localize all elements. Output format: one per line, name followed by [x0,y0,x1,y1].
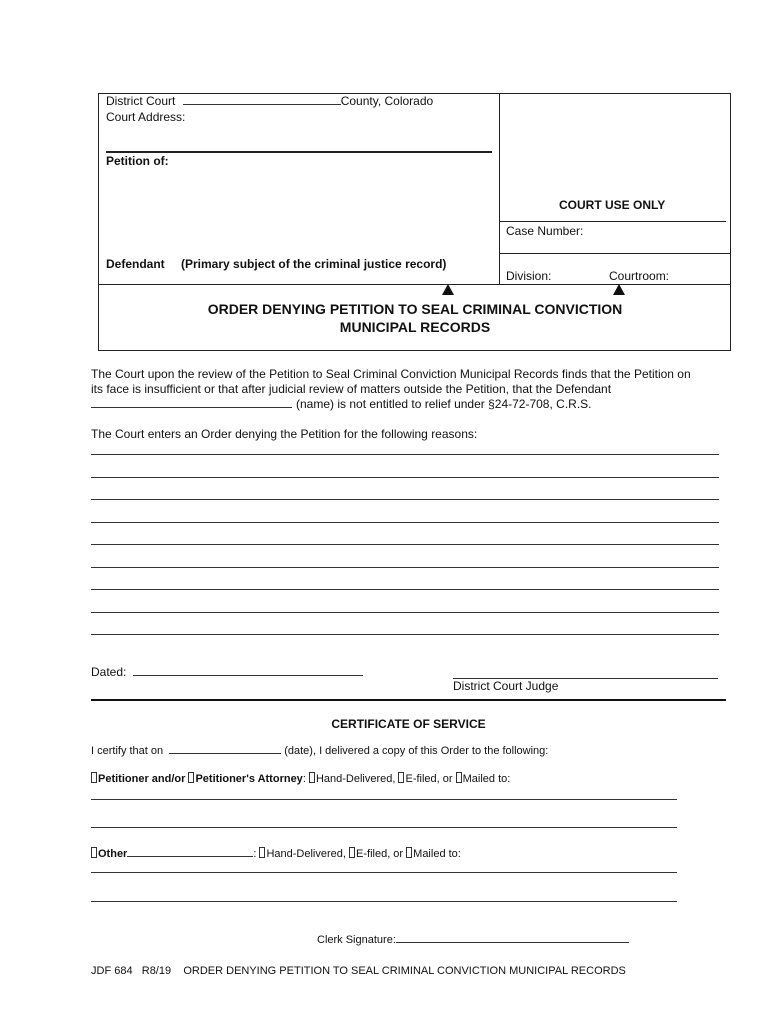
courtroom-label: Courtroom: [609,269,670,283]
form-id: JDF 684 [91,965,133,977]
triangle-marker-left [442,284,454,295]
reason-line-5[interactable] [91,544,719,545]
other-efile-checkbox[interactable] [349,847,355,858]
reason-line-2[interactable] [91,477,719,478]
order-title [99,300,731,336]
petitioner-mail-label: Mailed to: [462,773,511,785]
court-line [106,94,433,108]
footer-title: ORDER DENYING PETITION TO SEAL CRIMINAL CONVICTION MUNICIPAL RECORDS [183,965,626,977]
petitioner-efile-checkbox[interactable] [398,772,404,783]
judge-label: District Court Judge [453,679,559,693]
petitioner-checkbox[interactable] [91,772,97,783]
other-service-line: Other : Hand-Delivered, E-filed, or Mailed to: [91,846,461,860]
service-date-field[interactable] [169,743,281,754]
title-line-1: ORDER DENYING PETITION TO SEAL CRIMINAL CONVICTION [207,301,623,317]
other-checkbox[interactable] [91,847,97,858]
caption-bottom-rule [98,284,731,285]
petitioner-address-line-1[interactable] [91,799,677,800]
court-suffix: County, Colorado [340,94,434,108]
reason-line-1[interactable] [91,454,719,455]
court-address-field[interactable] [106,151,492,153]
dated-field[interactable] [133,665,363,676]
certificate-heading: CERTIFICATE OF SERVICE [331,717,486,731]
reason-line-4[interactable] [91,522,719,523]
attorney-label: Petitioner's Attorney [195,773,303,785]
division-label: Division: [506,269,552,283]
other-efile-label: E-filed, or [356,848,404,860]
footer [91,965,626,977]
petitioner-efile-label: E-filed, or [405,773,453,785]
attorney-checkbox[interactable] [188,772,194,783]
court-address-label: Court Address: [106,110,186,124]
caption-divider [499,93,500,284]
other-address-line-2[interactable] [91,901,677,902]
case-number-rule [500,253,731,254]
petitioner-hand-checkbox[interactable] [309,772,315,783]
other-hand-checkbox[interactable] [259,847,265,858]
dated-label: Dated: [91,665,127,679]
reason-line-7[interactable] [91,589,719,590]
case-number-label: Case Number: [506,224,584,238]
defendant-note: (Primary subject of the criminal justice record) [181,257,447,271]
dated-line [91,665,363,679]
clerk-label: Clerk Signature: [317,934,396,946]
county-field[interactable] [183,94,341,105]
other-mail-checkbox[interactable] [406,847,412,858]
form-revision: R8/19 [141,965,172,977]
petition-of-label: Petition of: [106,154,169,168]
finding-line-2: its face is insufficient or that after judicial review of matters outside the Petition, that the Defendant [91,382,612,396]
reason-line-9[interactable] [91,634,719,635]
defendant-label: Defendant [106,257,165,271]
finding-line-1: The Court upon the review of the Petition to Seal Criminal Conviction Municipal Records finds that the Petition on [91,367,691,381]
triangle-marker-right [613,284,625,295]
court-use-only: COURT USE ONLY [559,198,666,212]
certify-prefix: I certify that on [91,745,164,757]
section-divider [91,699,726,701]
other-address-line-1[interactable] [91,872,677,873]
finding-line-3-suffix: (name) is not entitled to relief under §24-72-708, C.R.S. [296,397,592,411]
other-hand-label: Hand-Delivered, [266,848,346,860]
finding-line-3 [91,397,592,411]
certify-suffix: (date), I delivered a copy of this Order to the following: [284,745,549,757]
other-label: Other [98,848,128,860]
reason-line-6[interactable] [91,567,719,568]
petitioner-service-line: Petitioner and/or Petitioner's Attorney: Hand-Delivered, E-filed, or Mailed to: [91,772,510,785]
reason-line-8[interactable] [91,612,719,613]
certify-line [91,743,548,757]
defendant-name-field[interactable] [91,397,292,408]
court-use-rule [500,221,726,222]
title-line-2: MUNICIPAL RECORDS [339,319,491,335]
other-name-field[interactable] [127,846,253,857]
other-mail-label: Mailed to: [413,848,461,860]
clerk-signature-field[interactable] [396,932,629,943]
court-prefix: District Court [106,94,176,108]
reason-line-3[interactable] [91,499,719,500]
reasons-intro: The Court enters an Order denying the Petition for the following reasons: [91,427,478,441]
petitioner-hand-label: Hand-Delivered, [315,773,396,785]
petitioner-label: Petitioner and/or [98,773,186,785]
petitioner-mail-checkbox[interactable] [456,772,462,783]
clerk-signature-line [317,932,629,946]
petitioner-address-line-2[interactable] [91,827,677,828]
